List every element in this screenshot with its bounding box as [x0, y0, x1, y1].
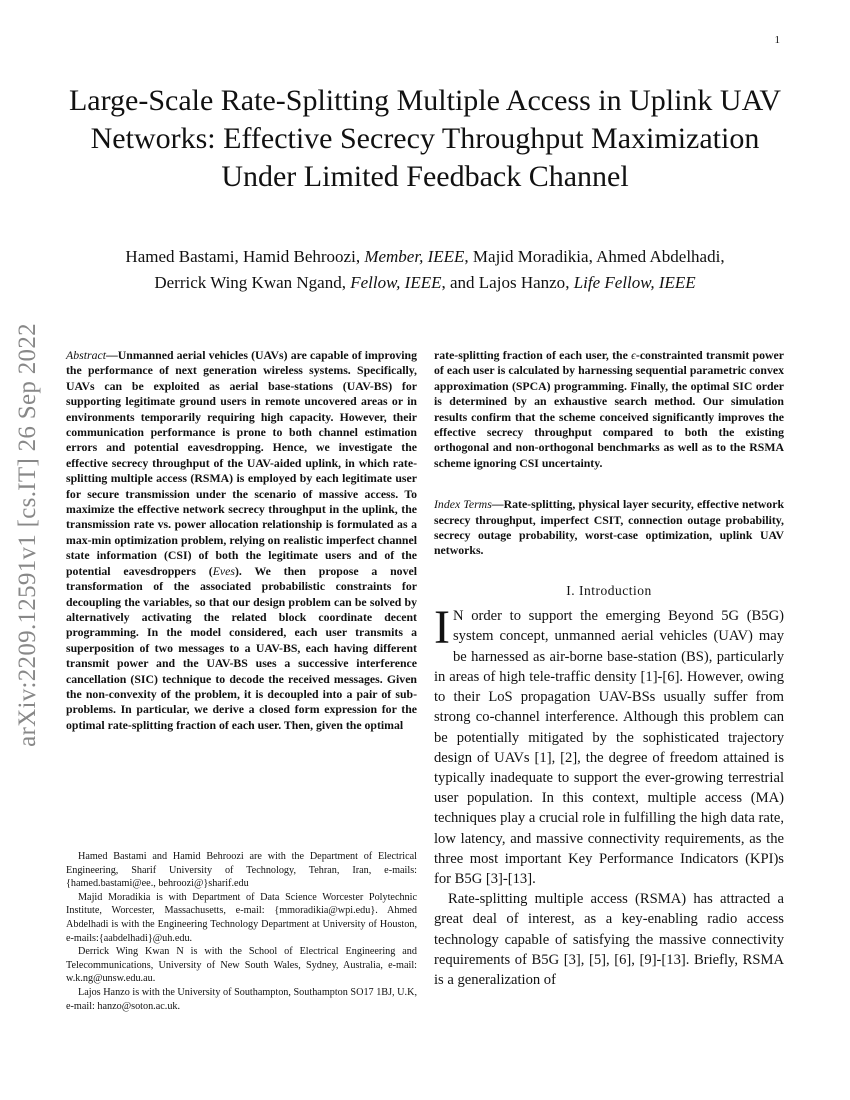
author-name: Ahmed Abdelhadi [596, 247, 721, 266]
affiliation-footnotes [66, 850, 417, 1013]
author-name: Derrick Wing Kwan Ngand [154, 273, 342, 292]
author-name: Lajos Hanzo [478, 273, 566, 292]
author-affiliation: Fellow, IEEE [350, 273, 442, 292]
author-name: Hamed Bastami [125, 247, 235, 266]
page-number: 1 [774, 34, 780, 46]
paragraph: I N order to support the emerging Beyond 5G (B5G) system concept, unmanned aerial vehicles (UAV) may be harnessed as air-borne base-station (BS), particularly in areas of high tele-traffic density [1]-[6]. However, owing to their LoS propagation UAV-BSs usually suffer from strong co-channel interference. Although this problem can be potentially mitigated by the sophisticated trajectory design of UAVs [1], [2], the degree of freedom attained is typically inadequate to support the ever-growing terrestrial user population. In this context, multiple access (MA) techniques play a crucial role in fulfilling the high data rate, low latency, and massive connectivity requirements, as the three most important Key Performance Indicators (KPI)s for B5G [3]-[13]. [434, 601, 784, 887]
section-heading-introduction: I. Introduction [566, 582, 652, 598]
arxiv-identifier: arXiv:2209.12591v1 [cs.IT] 26 Sep 2022 [14, 323, 41, 747]
author-list: Hamed Bastami, Hamid Behroozi, Member, IEEE, Majid Moradikia, Ahmed Abdelhadi, Derrick Wing Kwan Ngand, Fellow, IEEE, and Lajos Hanzo, Life Fellow, IEEE [125, 247, 725, 292]
footnote: Majid Moradikia is with Department of Data Science Worcester Polytechnic Institute, Worcester, Massachusetts, e-mail: {mmoradikia@wpi.edu}. Ahmed Abdelhadi is with the Engineering Technology Department at University of Houston, e-mails:{aabdelhadi}@uh.edu. [66, 891, 417, 944]
abstract-continued: rate-splitting fraction of each user, the ϵ-constrainted transmit power of each user is calculated by harnessing sequential parametric convex approximation (SPCA) programming. Finally, the optimal SIC order is determined by an exhaustive search method. Our simulation results confirm that the scheme conceived significantly improves the effective secrecy throughput compared to both the existing orthogonal and non-orthogonal benchmarks as well as to the RSMA scheme ignoring CSI uncertainty. [434, 348, 784, 470]
author-name: Hamid Behroozi [242, 247, 356, 266]
footnote: Lajos Hanzo is with the University of Southampton, Southampton SO17 1BJ, U.K, e-mail: hanzo@soton.ac.uk. [66, 986, 417, 1012]
eves-symbol: Eves [212, 563, 235, 578]
index-terms-label: Index Terms [434, 497, 492, 512]
footnote: Derrick Wing Kwan N is with the School of Electrical Engineering and Telecommunications, University of New South Wales, Sydney, Australia, e-mail: w.k.ng@unsw.edu.au. [66, 946, 417, 985]
index-terms: Index Terms—Rate-splitting, physical layer security, effective network secrecy throughput, imperfect CSIT, connection outage probability, secrecy outage probability, worst-case optimization, uplink UAV networks. [434, 497, 785, 558]
abstract-label: Abstract [66, 348, 106, 362]
author-affiliation: Life Fellow, IEEE [573, 273, 696, 292]
footnote: Hamed Bastami and Hamid Behroozi are with the Department of Electrical Engineering, Sharif University of Technology, Tehran, Iran, e-mails: {hamed.bastami@ee., behroozi@}sharif.edu [66, 851, 417, 890]
author-affiliation: Member, IEEE [364, 247, 465, 266]
right-column [434, 348, 784, 990]
arxiv-sidebar [8, 280, 48, 790]
paragraph: Rate-splitting multiple access (RSMA) has attracted a great deal of interest, as a key-enabling radio access technology capable of satisfying the massive connectivity requirements of B5G [3], [5], [6], [9]-[13]. Briefly, RSMA is a generalization of [434, 891, 784, 988]
dropcap: I [434, 601, 450, 655]
paper-title: Large-Scale Rate-Splitting Multiple Access in Uplink UAV Networks: Effective Secrecy Throughput Maximization Under Limited Feedback Channel [68, 84, 782, 193]
abstract: Abstract—Unmanned aerial vehicles (UAVs) are capable of improving the performance of next generation wireless systems. Specifically, UAVs can be exploited as aerial base-stations (UAV-BS) for supporting legitimate ground users in remote uncovered areas or in environments temporarily requiring high capacity. However, their communication performance is prone to both channel estimation errors and potential eavesdropping. Hence, we investigate the effective secrecy throughput of the UAV-aided uplink, in which rate-splitting multiple access (RSMA) is employed by each legitimate user for secure transmission under the scenario of massive access. To maximize the effective network secrecy throughput in the uplink, the transmission rate vs. power allocation relationship is formulated as a max-min optimization problem, relying on realistic imperfect channel state information (CSI) of both the legitimate users and of the potential eavesdroppers (Eves). We then propose a novel transformation of the associated probabilistic constraints for decoupling the variables, so that our design problem can be solved by alternatively activating the related block coordinate decent programming. In the model considered, each user transmits a superposition of two messages to a UAV-BS, each having different transmit power and the UAV-BS uses a successive interference cancellation (SIC) technique to decode the received messages. Given the non-convexity of the problem, it is decoupled into a pair of sub-problems. In particular, we derive a closed form expression for the optimal rate-splitting fraction of each user. Then, given the optimal [66, 348, 417, 732]
left-column [66, 348, 417, 733]
introduction-body [434, 601, 784, 990]
author-name: Majid Moradikia [472, 247, 589, 266]
epsilon-symbol: ϵ [631, 348, 636, 362]
